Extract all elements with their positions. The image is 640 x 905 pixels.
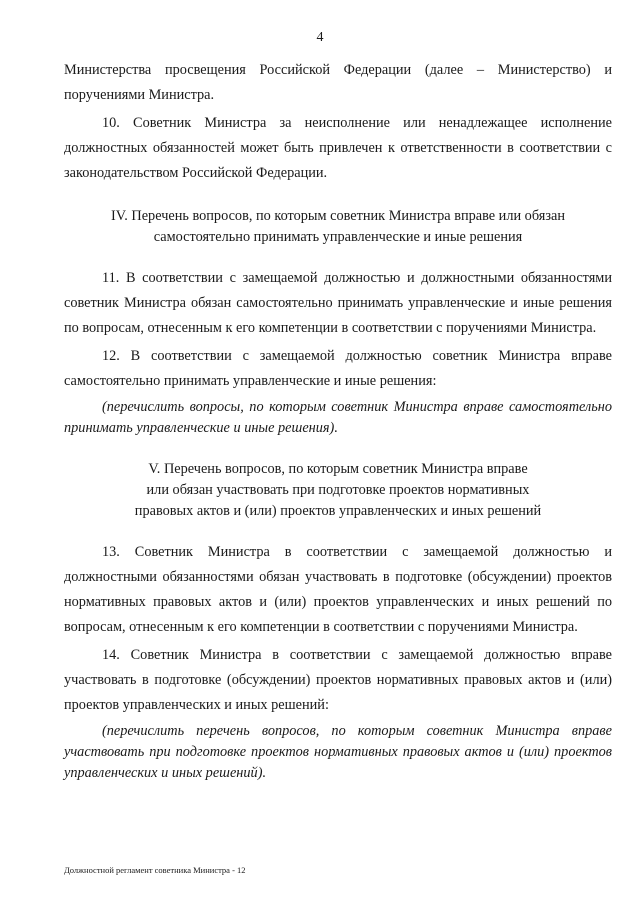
paragraph-13: 13. Советник Министра в соответствии с замещаемой должностью и должностными обязанностями обязан участвовать в подготовке (обсуждении) проектов нормативных правовых актов и (или) проектов управленческих и иных решений по вопросам, отнесенным к его компетенции в соответствии с поручениями Министра. — [64, 544, 612, 635]
page-number: 4 — [316, 30, 324, 45]
section-5-heading — [64, 459, 612, 522]
paragraph-10: 10. Советник Министра за неисполнение или ненадлежащее исполнение должностных обязанностей может быть привлечен к ответственности в соответствии с законодательством Российской Федерации. — [64, 115, 612, 181]
paragraph-continuation: Министерства просвещения Российской Федерации (далее – Министерство) и поручениями Министра. — [64, 62, 612, 103]
section-4-heading — [64, 206, 612, 248]
document-body — [64, 58, 612, 784]
section-5-heading-line-3: правовых актов и (или) проектов управленческих и иных решений — [134, 503, 542, 519]
section-5-heading-line-2: или обязан участвовать при подготовке проектов нормативных — [146, 482, 530, 498]
section-4-heading-line-1: IV. Перечень вопросов, по которым советник Министра вправе или обязан — [111, 208, 565, 224]
paragraph-14-note: (перечислить перечень вопросов, по которым советник Министра вправе участвовать при подготовке проектов нормативных правовых актов и (или) проектов управленческих и иных решений). — [64, 723, 612, 781]
paragraph-14: 14. Советник Министра в соответствии с замещаемой должностью вправе участвовать в подготовке (обсуждении) проектов нормативных правовых актов и (или) проектов управленческих и иных решений: — [64, 647, 612, 713]
paragraph-11: 11. В соответствии с замещаемой должностью и должностными обязанностями советник Министра обязан самостоятельно принимать управленческие и иные решения по вопросам, отнесенным к его компетенции в соответствии с поручениями Министра. — [64, 270, 612, 336]
section-5-heading-line-1: V. Перечень вопросов, по которым советник Министра вправе — [148, 461, 528, 477]
paragraph-12-note: (перечислить вопросы, по которым советник Министра вправе самостоятельно принимать управленческие и иные решения). — [64, 399, 612, 436]
paragraph-12: 12. В соответствии с замещаемой должностью советник Министра вправе самостоятельно принимать управленческие и иные решения: — [64, 348, 612, 389]
section-4-heading-line-2: самостоятельно принимать управленческие и иные решения — [153, 229, 523, 245]
page-footer: Должностной регламент советника Министра - 12 — [64, 865, 246, 875]
